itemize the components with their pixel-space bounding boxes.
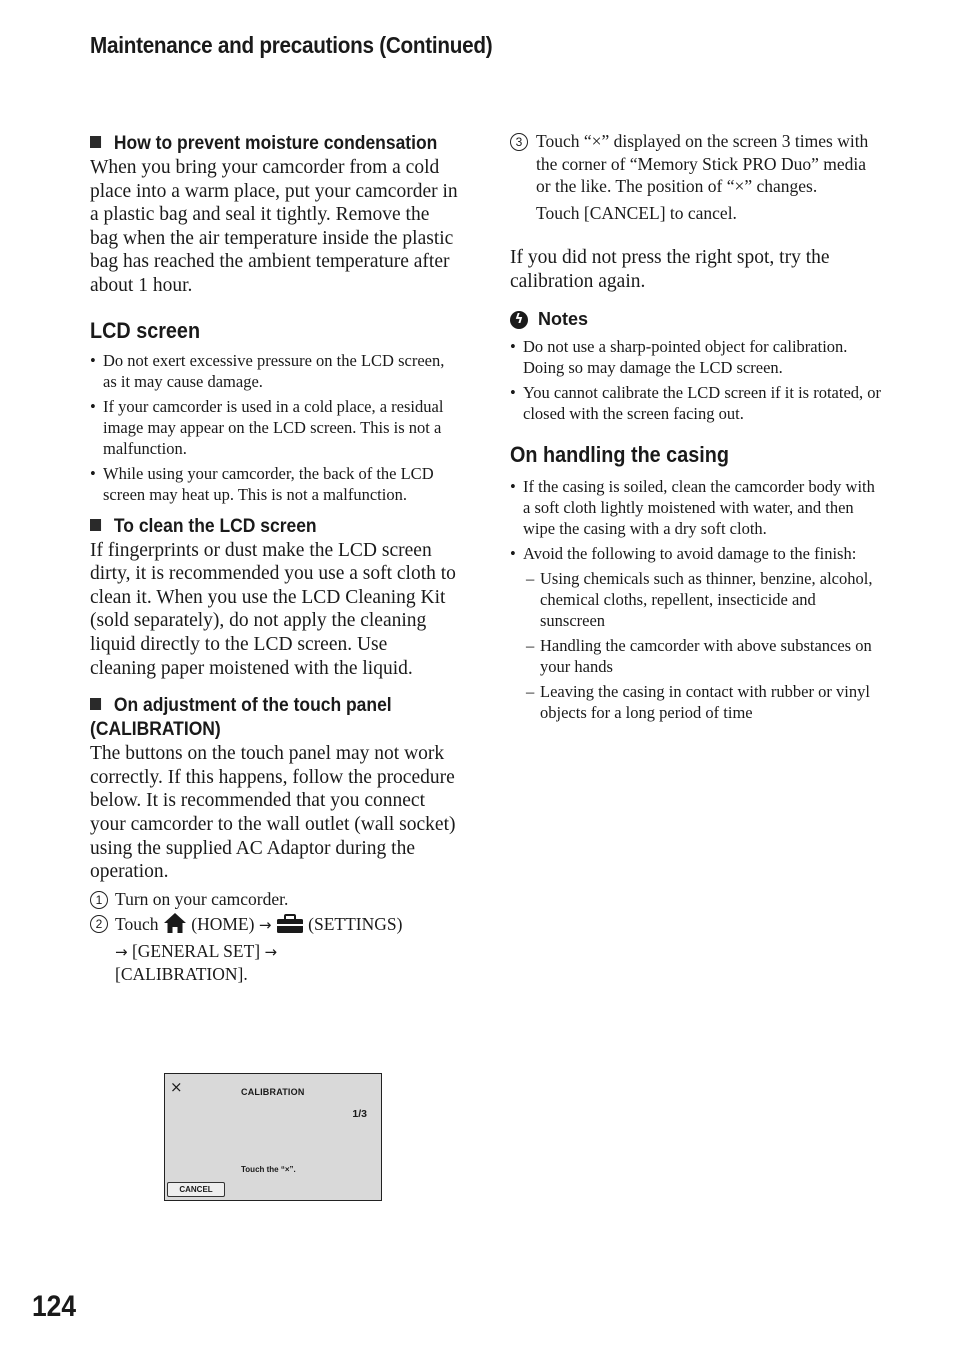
toolbox-icon xyxy=(276,914,304,940)
notes-icon: ϟ xyxy=(510,311,528,329)
moisture-heading: How to prevent moisture condensation xyxy=(90,132,429,156)
step-2: 2 Touch (HOME) → (SETTINGS) → [GENERAL SET] → [CALIBRATION]. xyxy=(90,912,458,986)
arrow-right-icon: → xyxy=(264,942,278,961)
list-item: – Using chemicals such as thinner, benzine, alcohol, chemical cloths, repellent, insecticide and sunscreen xyxy=(526,568,882,631)
notes-heading: ϟ Notes xyxy=(510,309,882,330)
list-item: • Avoid the following to avoid damage to the finish: xyxy=(510,543,882,564)
left-column xyxy=(90,130,458,986)
arrow-right-icon: → xyxy=(258,916,272,935)
page-number: 124 xyxy=(32,1290,77,1323)
step-number: 3 xyxy=(510,133,528,151)
page-header: Maintenance and precautions (Continued) xyxy=(90,32,493,58)
moisture-body: When you bring your camcorder from a cold place into a warm place, put your camcorder in a plastic bag and seal it tightly. Remove the bag when the air temperature inside the plastic bag has reached the ambient temperature after about 1 hour. xyxy=(90,157,458,296)
screen-instruction: Touch the “×”. xyxy=(241,1165,296,1174)
list-item: • You cannot calibrate the LCD screen if it is rotated, or closed with the screen facing out. xyxy=(510,382,882,424)
square-bullet-icon xyxy=(90,698,101,710)
right-column xyxy=(510,130,882,727)
close-icon: × xyxy=(170,1078,183,1096)
step-3-cancel: Touch [CANCEL] to cancel. xyxy=(536,202,737,223)
list-item: • Do not use a sharp-pointed object for calibration. Doing so may damage the LCD screen. xyxy=(510,336,882,378)
step-number: 2 xyxy=(90,915,108,933)
step-number: 1 xyxy=(90,891,108,909)
clean-heading: To clean the LCD screen xyxy=(90,515,429,539)
calibration-heading: On adjustment of the touch panel xyxy=(90,694,429,718)
casing-avoid-list xyxy=(510,568,882,723)
screen-title: CALIBRATION xyxy=(241,1087,305,1097)
calibration-heading-line2: (CALIBRATION) xyxy=(90,719,221,741)
arrow-right-icon: → xyxy=(115,942,128,961)
lcd-screen-title: LCD screen xyxy=(90,317,201,343)
page-indicator: 1/3 xyxy=(352,1108,367,1120)
home-icon xyxy=(163,912,187,940)
notes-list xyxy=(510,336,882,424)
square-bullet-icon xyxy=(90,136,101,148)
lcd-screen-bullets xyxy=(90,350,458,505)
cancel-button: CANCEL xyxy=(167,1182,225,1197)
square-bullet-icon xyxy=(90,519,101,531)
casing-bullets xyxy=(510,476,882,564)
step-3: 3 Touch “×” displayed on the screen 3 times with the corner of “Memory Stick PRO Duo” media or the like. The position of “×” changes. xyxy=(510,130,882,198)
retry-text: If you did not press the right spot, try the calibration again. xyxy=(510,247,830,292)
casing-title: On handling the casing xyxy=(510,442,729,468)
list-item: • If your camcorder is used in a cold place, a residual image may appear on the LCD screen. This is not a malfunction. xyxy=(90,396,458,459)
calibration-screen-illustration xyxy=(164,1073,382,1201)
step-1: 1 Turn on your camcorder. xyxy=(90,888,458,911)
clean-body: If fingerprints or dust make the LCD screen dirty, it is recommended you use a soft cloth to clean it. When you use the LCD Cleaning Kit (sold separately), do not apply the cleaning liquid directly to the LCD screen. Use cleaning paper moistened with the liquid. xyxy=(90,539,456,679)
list-item: – Leaving the casing in contact with rubber or vinyl objects for a long period of time xyxy=(526,681,882,723)
calibration-body: The buttons on the touch panel may not work correctly. If this happens, follow the procedure below. It is recommended that you connect your camcorder to the wall outlet (wall socket) using the supplied AC Adaptor during the operation. xyxy=(90,743,456,883)
list-item: • If the casing is soiled, clean the camcorder body with a soft cloth lightly moistened with water, and then wipe the casing with a dry soft cloth. xyxy=(510,476,882,539)
list-item: – Handling the camcorder with above substances on your hands xyxy=(526,635,882,677)
list-item: • While using your camcorder, the back of the LCD screen may heat up. This is not a malfunction. xyxy=(90,463,458,505)
list-item: • Do not exert excessive pressure on the LCD screen, as it may cause damage. xyxy=(90,350,458,392)
